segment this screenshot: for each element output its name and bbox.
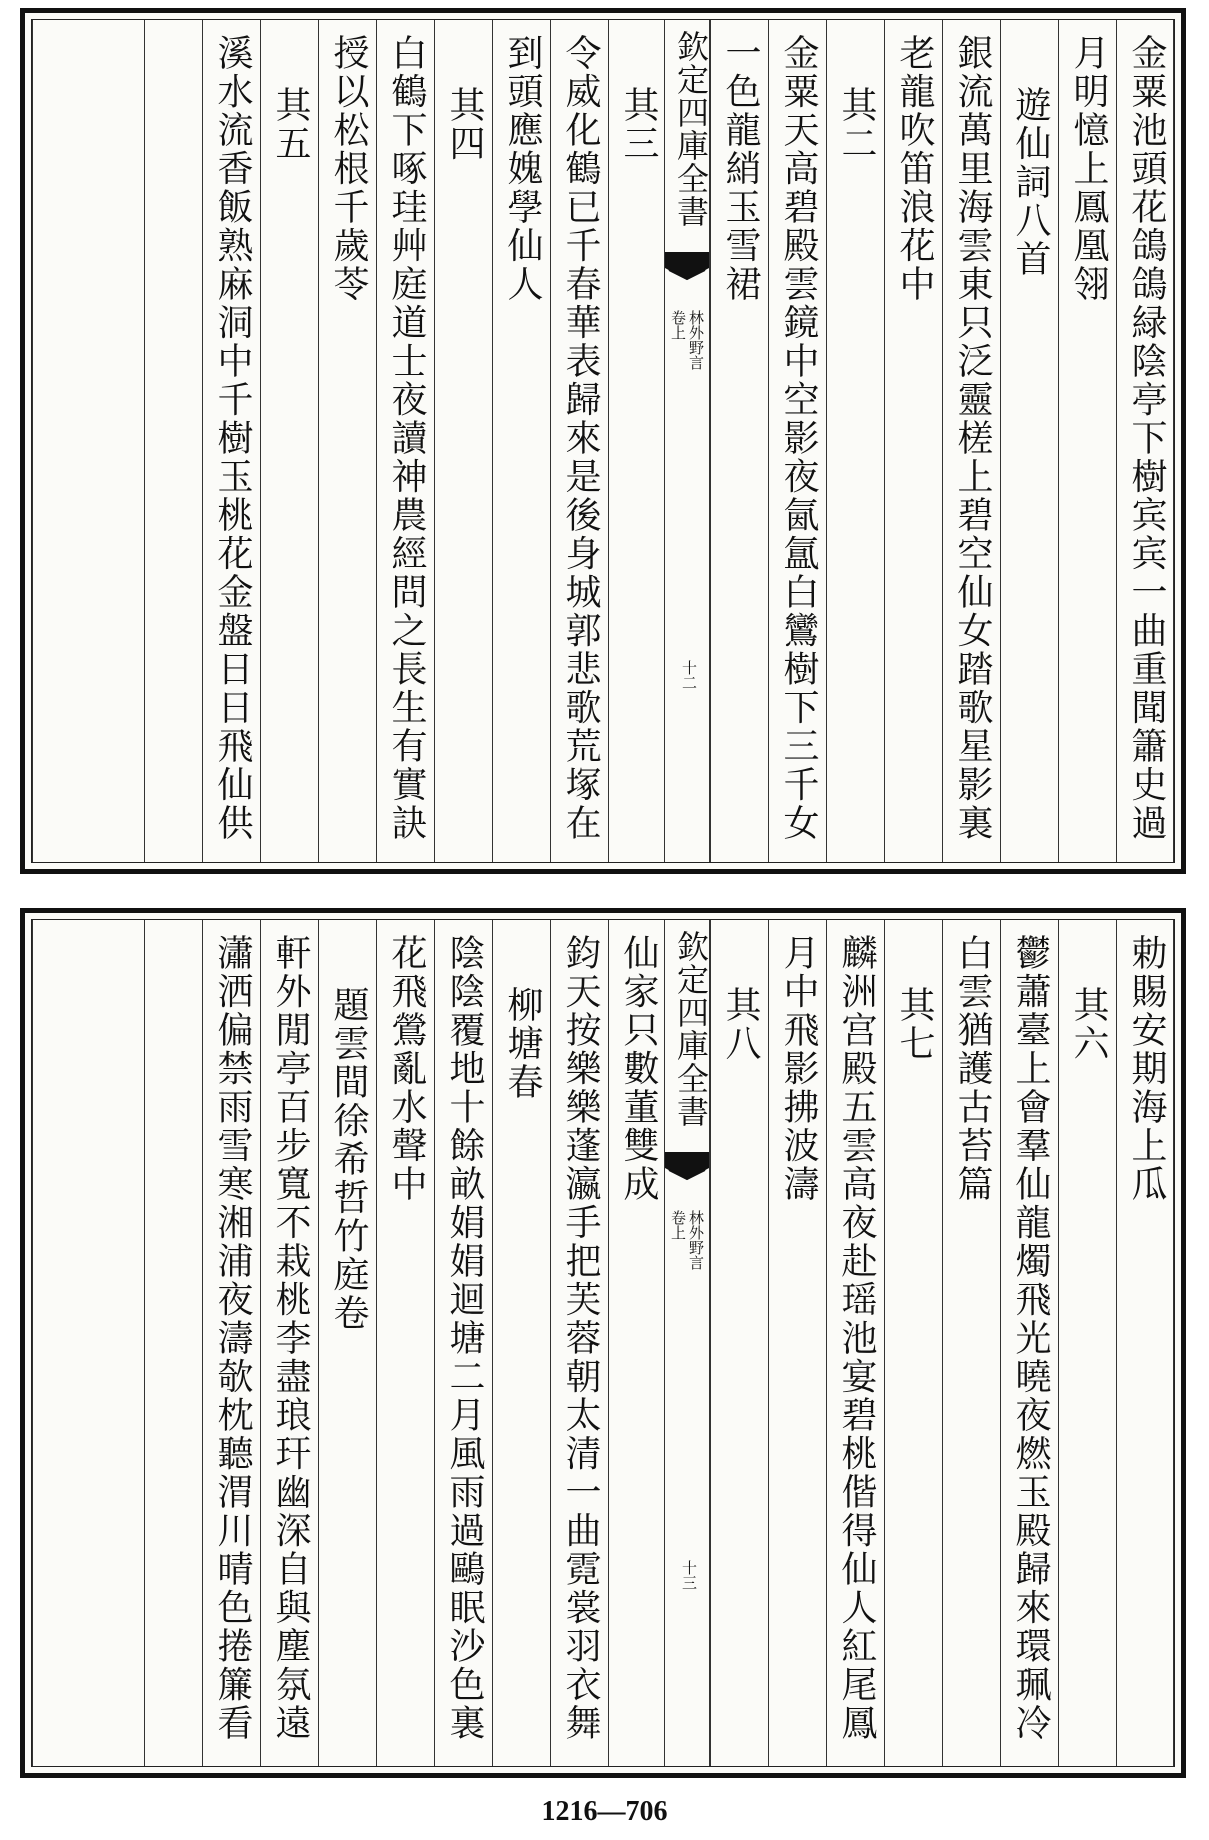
verse-line: 仙家只數董雙成 <box>618 934 659 1204</box>
text-column <box>144 20 202 862</box>
text-column <box>768 20 826 862</box>
poem-subtitle: 其六 <box>1068 986 1109 1063</box>
book-title: 林外野言 <box>687 1210 705 1270</box>
text-column <box>550 20 608 862</box>
text-column <box>260 920 318 1766</box>
verse-line: 溪水流香飯熟麻洞中千樹玉桃花金盤日日飛仙供 <box>212 34 253 843</box>
text-column <box>710 920 768 1766</box>
center-gutter <box>664 20 710 862</box>
verse-line: 鈞天按樂樂蓬瀛手把芙蓉朝太清一曲霓裳羽衣舞 <box>560 934 601 1743</box>
center-gutter <box>664 920 710 1766</box>
text-column <box>492 20 550 862</box>
verse-line: 麟洲宫殿五雲高夜赴瑶池宴碧桃偕得仙人紅尾鳳 <box>836 934 877 1743</box>
text-column <box>376 920 434 1766</box>
text-column <box>884 20 942 862</box>
verse-line: 令威化鶴已千春華表歸來是後身城郭悲歌荒塚在 <box>560 34 601 843</box>
poem-subtitle: 其三 <box>618 86 659 163</box>
text-column <box>608 20 666 862</box>
verse-line: 軒外閒亭百步寬不栽桃李盡琅玕幽深自與塵氛遠 <box>270 934 311 1743</box>
text-column <box>884 920 942 1766</box>
text-column <box>942 920 1000 1766</box>
text-column <box>942 20 1000 862</box>
verse-line: 到頭應媿學仙人 <box>502 34 543 304</box>
text-column <box>318 920 376 1766</box>
page-number: 十二 <box>680 660 698 690</box>
text-column <box>826 20 884 862</box>
text-column <box>434 20 492 862</box>
fishtail-mark <box>665 1152 709 1182</box>
volume-label: 卷上 <box>669 310 687 340</box>
text-column <box>376 20 434 862</box>
text-column <box>1058 920 1116 1766</box>
poem-subtitle: 其二 <box>836 86 877 163</box>
poem-title: 遊仙詞八首 <box>1010 86 1051 279</box>
fishtail-mark <box>665 252 709 282</box>
text-column <box>202 920 260 1766</box>
verse-line: 月中飛影拂波濤 <box>778 934 819 1204</box>
text-column <box>550 920 608 1766</box>
text-column <box>32 20 144 862</box>
text-column <box>1000 920 1058 1766</box>
poem-subtitle: 其七 <box>894 986 935 1063</box>
text-column <box>826 920 884 1766</box>
text-column <box>1116 920 1174 1766</box>
verse-line: 勅賜安期海上瓜 <box>1126 934 1167 1204</box>
poem-title: 題雲間徐希哲竹庭卷 <box>328 986 369 1333</box>
verse-line: 白鶴下啄珪艸庭道士夜讀神農經問之長生有實訣 <box>386 34 427 843</box>
verse-line: 一色龍綃玉雪裙 <box>720 34 761 304</box>
text-column <box>32 920 144 1766</box>
top-page <box>20 8 1186 874</box>
verse-line: 陰陰覆地十餘畝娟娟迴塘二月風雨過鷗眠沙色裏 <box>444 934 485 1743</box>
verse-line: 鬱蕭臺上會羣仙龍燭飛光曉夜燃玉殿歸來環珮冷 <box>1010 934 1051 1743</box>
verse-line: 金粟天高碧殿雲鏡中空影夜氤氲白鸞樹下三千女 <box>778 34 819 843</box>
volume-label: 卷上 <box>669 1210 687 1240</box>
text-column <box>202 20 260 862</box>
text-column <box>144 920 202 1766</box>
text-column <box>1000 20 1058 862</box>
text-column <box>1058 20 1116 862</box>
text-column <box>492 920 550 1766</box>
text-column <box>260 20 318 862</box>
verse-line: 花飛鶯亂水聲中 <box>386 934 427 1204</box>
poem-subtitle: 其八 <box>720 986 761 1063</box>
text-column <box>710 20 768 862</box>
poem-subtitle: 其五 <box>270 86 311 163</box>
text-column <box>434 920 492 1766</box>
library-title: 欽定四庫全書 <box>672 930 710 1128</box>
text-column <box>768 920 826 1766</box>
verse-line: 月明憶上鳳凰翎 <box>1068 34 1109 304</box>
poem-title: 柳塘春 <box>502 986 543 1102</box>
verse-line: 白雲猶護古苔篇 <box>952 934 993 1204</box>
book-title: 林外野言 <box>687 310 705 370</box>
text-column <box>318 20 376 862</box>
top-page-frame <box>31 19 1175 863</box>
verse-line: 老龍吹笛浪花中 <box>894 34 935 304</box>
page-number: 十三 <box>680 1560 698 1590</box>
footer-page-code: 1216—706 <box>541 1796 668 1827</box>
verse-line: 瀟洒偏禁雨雪寒湘浦夜濤欹枕聽渭川晴色捲簾看 <box>212 934 253 1743</box>
text-column <box>1116 20 1174 862</box>
bottom-page <box>20 908 1186 1778</box>
verse-line: 授以松根千歲苓 <box>328 34 369 304</box>
text-column <box>608 920 666 1766</box>
library-title: 欽定四庫全書 <box>672 30 710 228</box>
bottom-page-frame <box>31 919 1175 1767</box>
verse-line: 銀流萬里海雲東只泛靈槎上碧空仙女踏歌星影裏 <box>952 34 993 843</box>
verse-line: 金粟池頭花鴿鴿緑陰亭下樹宾宾一曲重聞簫史過 <box>1126 34 1167 843</box>
poem-subtitle: 其四 <box>444 86 485 163</box>
